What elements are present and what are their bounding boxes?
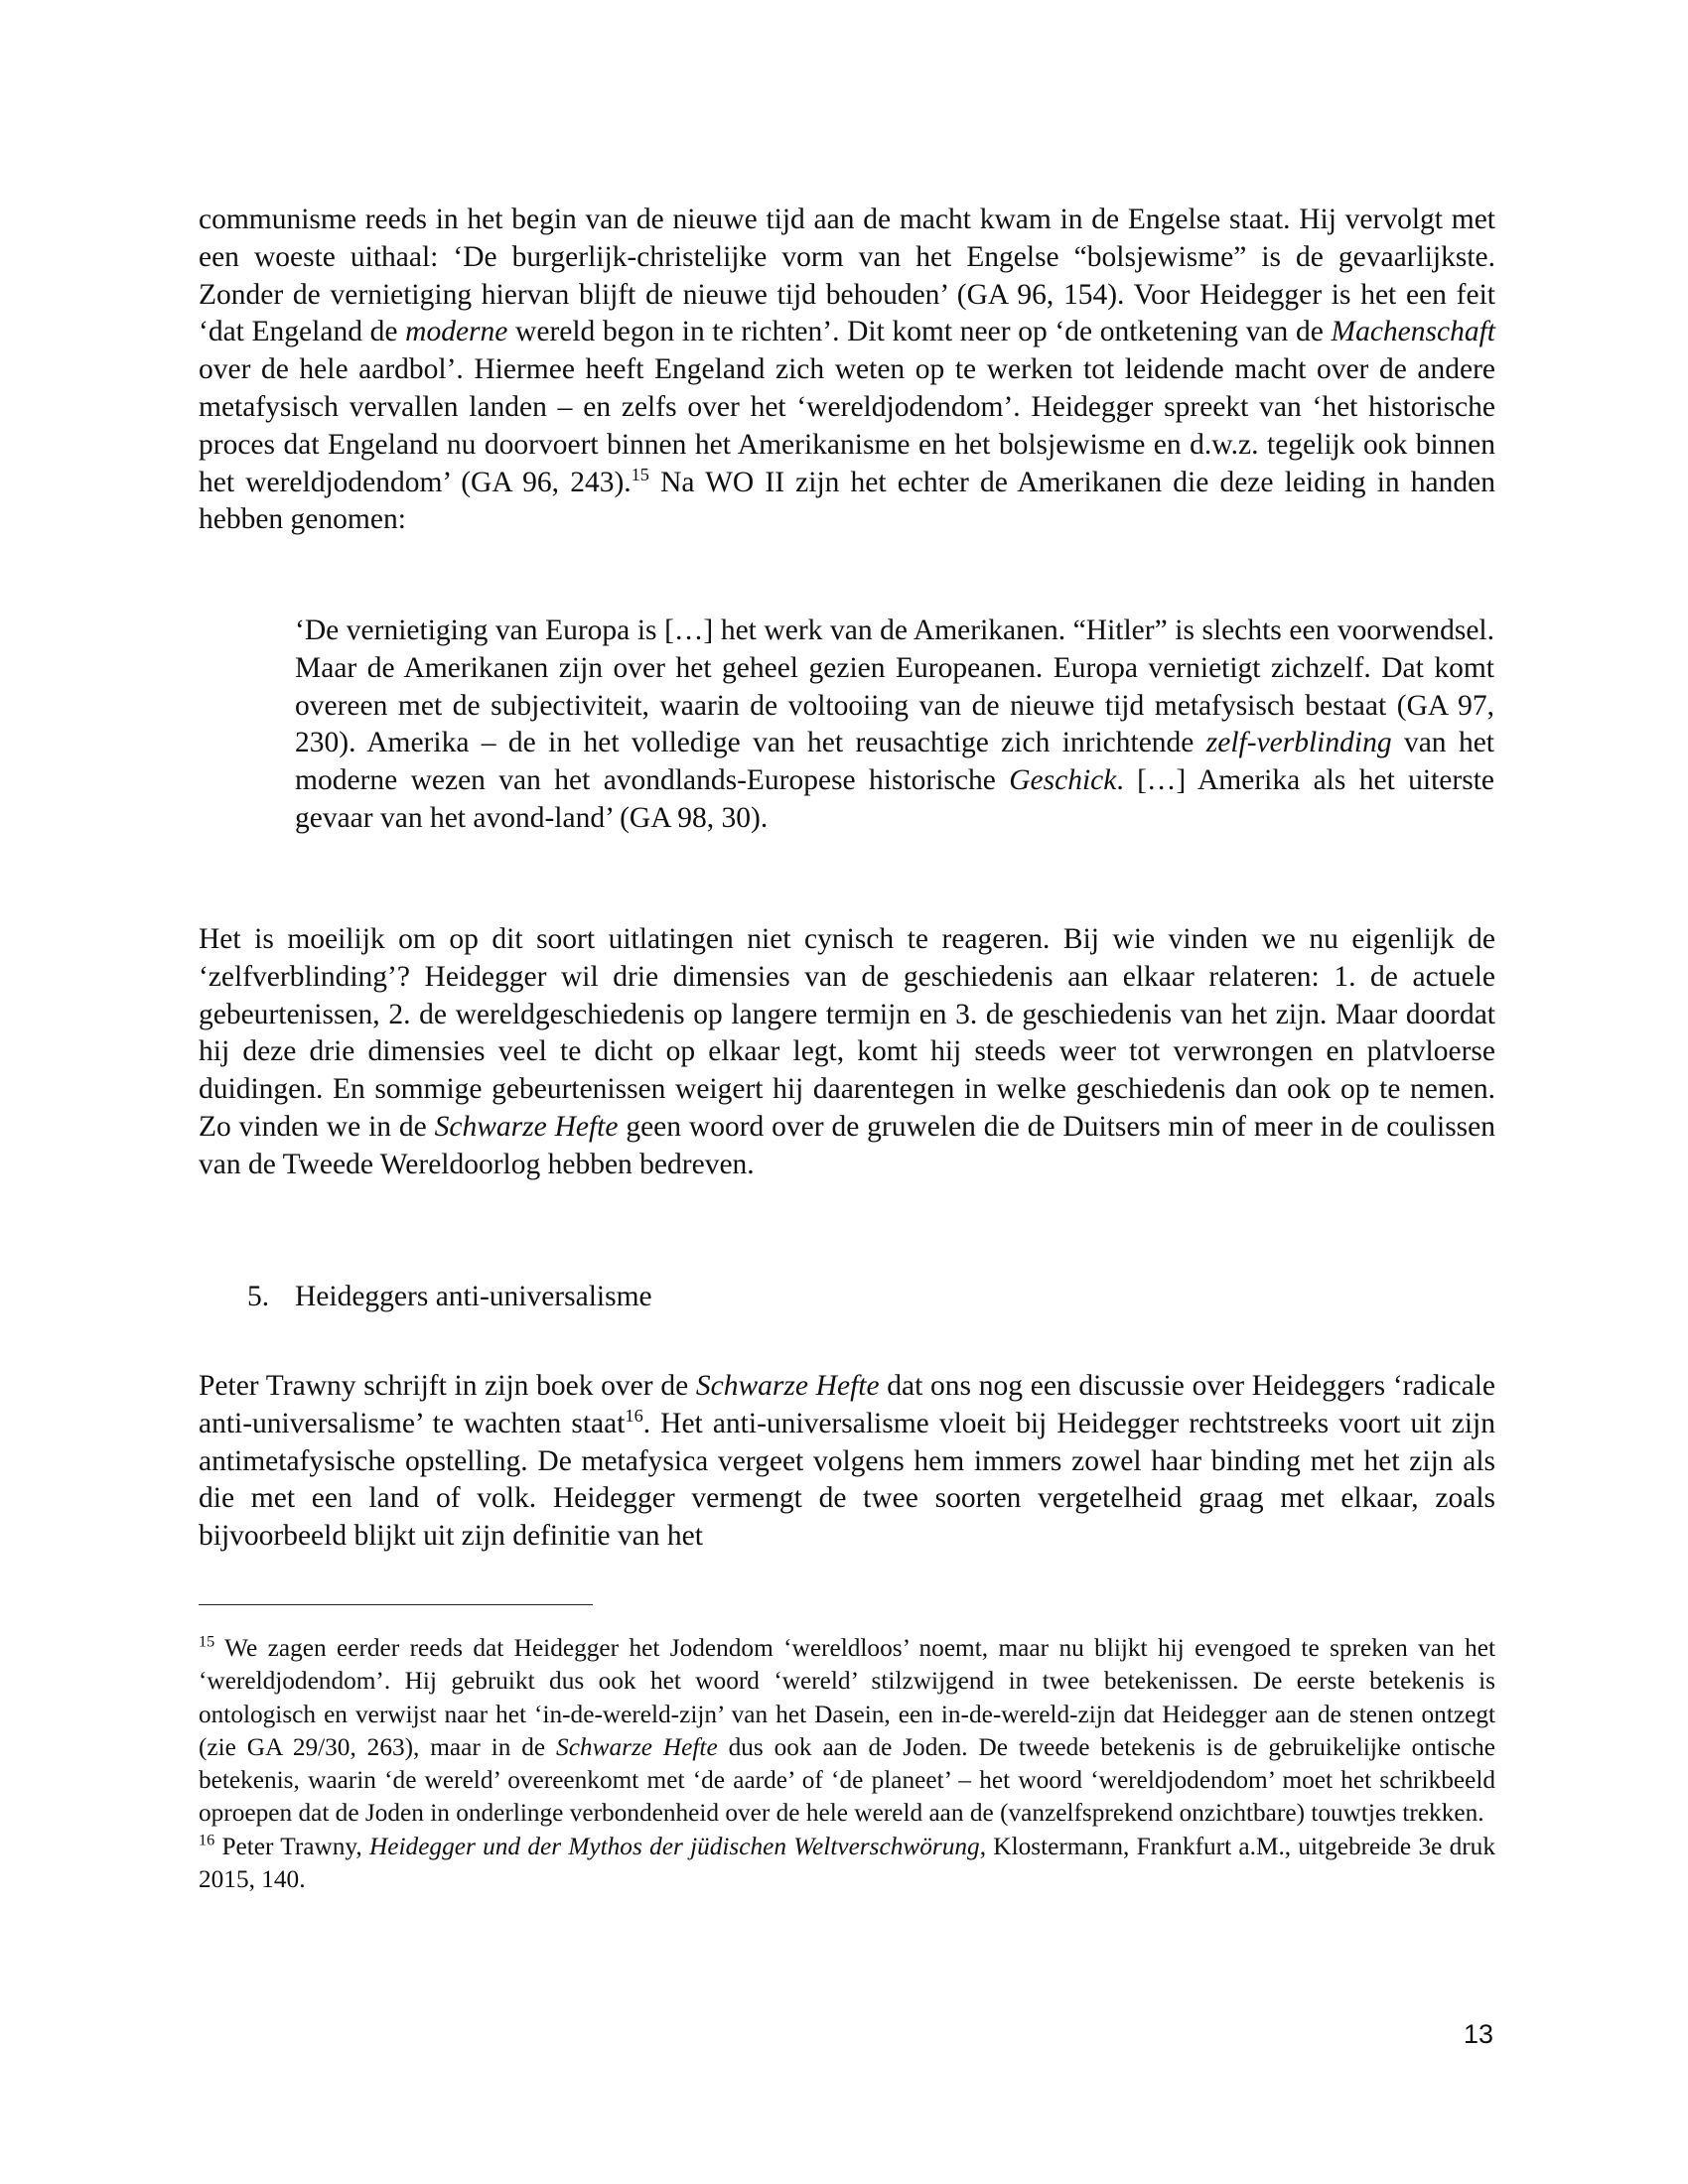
text-run: geen woord over de gruwelen die de Duitsers min of meer in de coulissen van de Tweede Wereldoorlog hebben bedreven. — [199, 1110, 1496, 1180]
text-run: Peter Trawny schrijft in zijn boek over de — [199, 1370, 696, 1402]
footnote-15 — [199, 1632, 1495, 1831]
footnotes — [199, 1632, 1495, 1896]
block-quote — [295, 613, 1494, 838]
italic-run: Schwarze Hefte — [434, 1110, 619, 1143]
text-run: communisme reeds in het begin van de nieuwe tijd aan de macht kwam in de Engelse staat. Hij vervolgt met een woeste uithaal: ‘De burgerlijk-christelijke vorm van het Engelse “bolsjewisme” is de gevaarlijkste. Zonder de vernietiging hiervan blijft de nieuwe tijd behouden’ (GA 96, 154). Voor Heidegger is het een feit ‘dat Engeland de — [199, 204, 1495, 348]
footnote-reference-16[interactable]: 16 — [625, 1405, 643, 1426]
body-paragraph-2 — [199, 921, 1495, 1184]
text-run: Het is moeilijk om op dit soort uitlatingen niet cynisch te reageren. Bij wie vinden we nu eigenlijk de ‘zelfverblinding’? Heidegger wil drie dimensies van de geschiedenis aan elkaar relateren: 1. de actuele gebeurtenissen, 2. de wereldgeschiedenis op langere termijn en 3. de geschiedenis van het zijn. Maar doordat hij deze drie dimensies veel te dicht op elkaar legt, komt hij steeds weer tot verwrongen en platvloerse duidingen. En sommige gebeurtenissen weigert hij daarentegen in welke geschiedenis dan ook op te nemen. Zo vinden we in de — [199, 923, 1495, 1143]
italic-run: Geschick — [1009, 764, 1117, 797]
section-title: Heideggers anti-universalisme — [295, 1281, 652, 1312]
footnote-reference-15[interactable]: 15 — [631, 464, 649, 484]
italic-run: zelf-verblinding — [1205, 727, 1392, 759]
text-run: dat ons nog een discussie over Heideggers ‘radicale anti-universalisme’ te wachten staat — [199, 1370, 1495, 1439]
section-number: 5. — [247, 1281, 270, 1312]
text-run: We zagen eerder reeds dat Heidegger het Jodendom ‘wereldloos’ noemt, maar nu blijkt hij evengoed te spreken van het ‘wereldjodendom’. Hij gebruikt dus ook het woord ‘wereld’ stilzwijgend in twee betekenissen. De eerste betekenis is ontologisch en verwijst naar het ‘in-de-wereld-zijn’ van het Dasein, een in-de-wereld-zijn dat Heidegger aan de stenen ontzegt (zie GA 29/30, 263), maar in de — [199, 1634, 1495, 1761]
section-heading — [247, 1279, 1141, 1316]
text-run: van het moderne wezen van het avondlands-Europese historische — [295, 727, 1494, 797]
footnote-marker: 15 — [199, 1632, 215, 1651]
italic-run: Schwarze Hefte — [695, 1370, 880, 1402]
text-run: dus ook aan de Joden. De tweede betekenis is de gebruikelijke ontische betekenis, waarin ‘de wereld’ overeenkomt met ‘de aarde’ of ‘de planeet’ – het woord ‘wereldjodendom’ moet het schrikbeeld oproepen dat de Joden in onderlinge verbondenheid over de hele wereld aan de (vanzelfsprekend onzichtbare) touwtjes trekken. — [199, 1732, 1495, 1828]
text-run: Na WO II zijn het echter de Amerikanen die deze leiding in handen hebben genomen: — [199, 466, 1495, 536]
body-paragraph-3 — [199, 1368, 1495, 1556]
footnote-marker: 16 — [199, 1831, 215, 1849]
text-run: ‘De vernietiging van Europa is […] het werk van de Amerikanen. “Hitler” is slechts een voorwendsel. Maar de Amerikanen zijn over het geheel gezien Europeanen. Europa vernietigt zichzelf. Dat komt overeen met de subjectiviteit, waarin de voltooiing van de nieuwe tijd metafysisch bestaat (GA 97, 230). Amerika – de in het volledige van het reusachtige zich inrichtende — [295, 614, 1494, 759]
text-run: . Het anti-universalisme vloeit bij Heidegger rechtstreeks voort uit zijn antimetafysische opstelling. De metafysica vergeet volgens hem immers zowel haar binding met het zijn als die met een land of volk. Heidegger vermengt de twee soorten vergetelheid graag met elkaar, zoals bijvoorbeeld blijkt uit zijn definitie van het — [199, 1407, 1496, 1553]
italic-run: Heidegger und der Mythos der jüdischen Weltverschwörung — [369, 1832, 980, 1860]
italic-run: moderne — [405, 316, 508, 348]
body-paragraph-1 — [199, 202, 1495, 539]
text-run: Peter Trawny, — [214, 1832, 370, 1860]
italic-run: Machenschaft — [1331, 316, 1495, 348]
footnote-16 — [199, 1831, 1495, 1897]
italic-run: Schwarze Hefte — [556, 1732, 718, 1761]
page-number: 13 — [1463, 2019, 1493, 2049]
text-run: wereld begon in te richten’. Dit komt neer op ‘de ontketening van de — [507, 316, 1332, 348]
text-run: , Klostermann, Frankfurt a.M., uitgebreide 3e druk 2015, 140. — [199, 1832, 1495, 1894]
text-run: over de hele aardbol’. Hiermee heeft Engeland zich weten op te werken tot leidende macht over de andere metafysisch vervallen landen – en zelfs over het ‘wereldjodendom’. Heidegger spreekt van ‘het historische proces dat Engeland nu doorvoert binnen het Amerikanisme en het bolsjewisme en d.w.z. tegelijk ook binnen het wereldjodendom’ (GA 96, 243). — [199, 353, 1495, 498]
text-run: . […] Amerika als het uiterste gevaar van het avond-land’ (GA 98, 30). — [295, 764, 1494, 834]
footnote-separator — [199, 1604, 593, 1605]
